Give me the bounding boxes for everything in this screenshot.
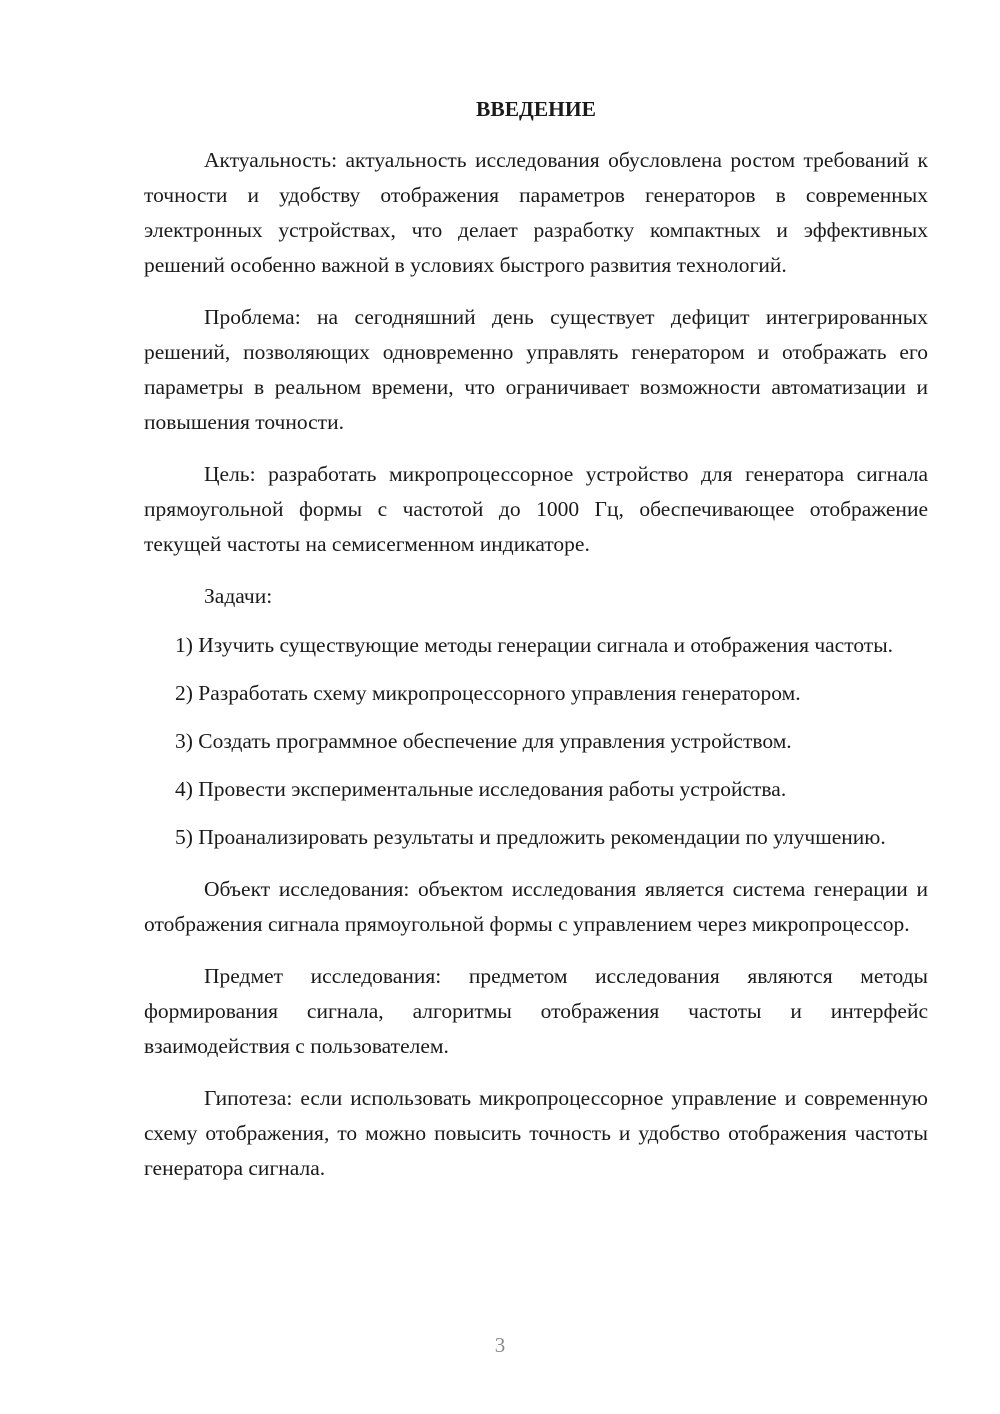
task-item-4: 4) Провести экспериментальные исследования работы устройства. <box>175 777 787 801</box>
page-title: ВВЕДЕНИЕ <box>476 97 596 121</box>
task-item-2: 2) Разработать схему микропроцессорного управления генератором. <box>175 681 801 705</box>
hypothesis-paragraph: Гипотеза: если использовать микропроцессорное управление и современную схему отображения, то можно повысить точность и удобство отображения частоты генератора сигнала. <box>144 1086 928 1180</box>
relevance-paragraph: Актуальность: актуальность исследования обусловлена ростом требований к точности и удобству отображения параметров генераторов в современных электронных устройствах, что делает разработку компактных и эффективных решений особенно важной в условиях быстрого развития технологий. <box>144 148 928 277</box>
goal-paragraph: Цель: разработать микропроцессорное устройство для генератора сигнала прямоугольной формы с частотой до 1000 Гц, обеспечивающее отображение текущей частоты на семисегменном индикаторе. <box>144 462 928 556</box>
page-number: 3 <box>494 1333 506 1357</box>
task-item-1: 1) Изучить существующие методы генерации сигнала и отображения частоты. <box>175 633 894 657</box>
problem-paragraph: Проблема: на сегодняшний день существует дефицит интегрированных решений, позволяющих одновременно управлять генератором и отображать его параметры в реальном времени, что ограничивает возможности автоматизации и повышения точности. <box>144 305 928 434</box>
object-paragraph: Объект исследования: объектом исследования является система генерации и отображения сигнала прямоугольной формы с управлением через микропроцессор. <box>144 877 928 936</box>
subject-paragraph: Предмет исследования: предметом исследования являются методы формирования сигнала, алгоритмы отображения частоты и интерфейс взаимодействия с пользователем. <box>144 964 928 1058</box>
task-item-3: 3) Создать программное обеспечение для управления устройством. <box>175 729 792 753</box>
tasks-heading: Задачи: <box>204 584 273 608</box>
tasks-list <box>144 628 928 855</box>
task-item-5: 5) Проанализировать результаты и предложить рекомендации по улучшению. <box>175 825 886 849</box>
page-content <box>144 92 928 1203</box>
